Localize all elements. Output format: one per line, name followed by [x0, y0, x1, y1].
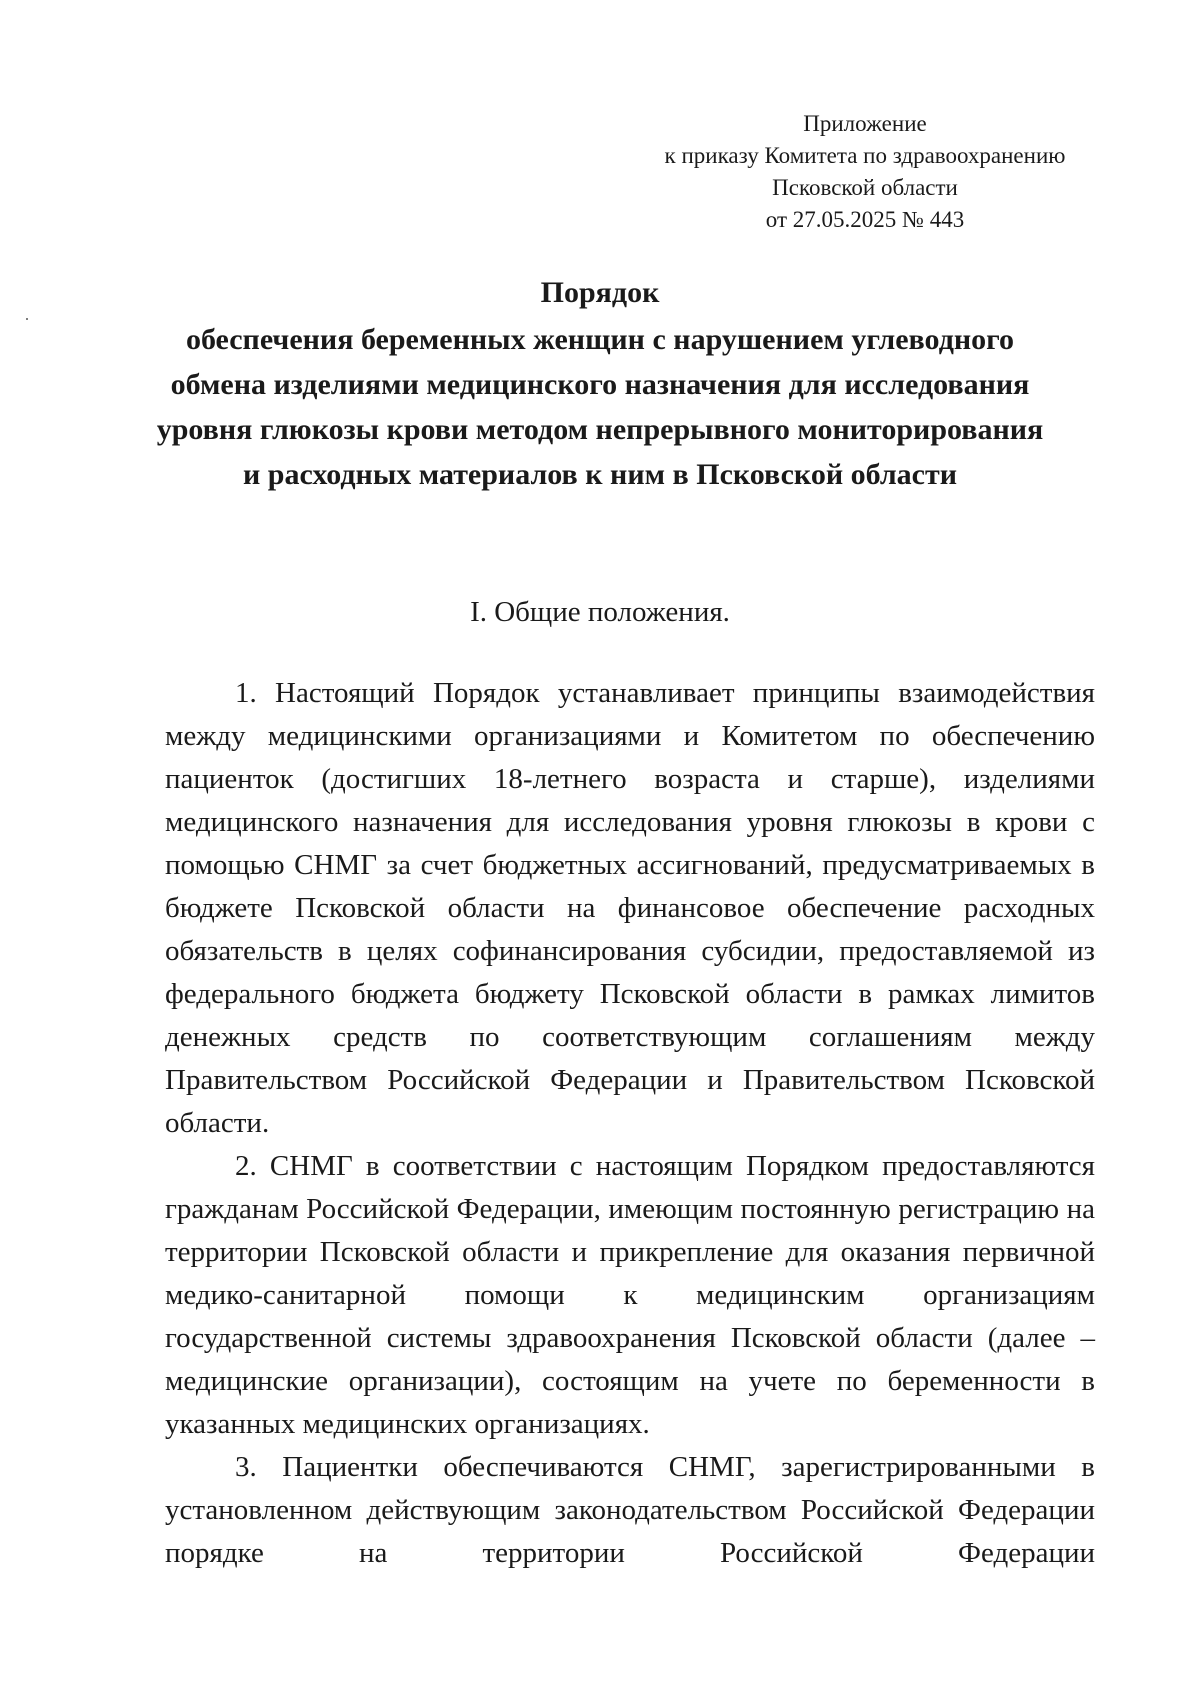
title-line: и расходных материалов к ним в Псковской области	[242, 458, 958, 491]
appendix-date-number: от 27.05.2025 № 443	[765, 207, 965, 232]
appendix-header	[630, 108, 1100, 236]
title-line: уровня глюкозы крови методом непрерывного мониторирования	[156, 413, 1044, 446]
document-body	[165, 672, 1095, 1575]
title-line: обмена изделиями медицинского назначения для исследования	[170, 368, 1030, 401]
paragraph-1: 1. Настоящий Порядок устанавливает принципы взаимодействия между медицинскими организациями и Комитетом по обеспечению пациенток (достигших 18-летнего возраста и старше), изделиями медицинского назначения для исследования уровня глюкозы в крови с помощью СНМГ за счет бюджетных ассигнований, предусматриваемых в бюджете Псковской области на финансовое обеспечение расходных обязательств в целях софинансирования субсидии, предоставляемой из федерального бюджета бюджету Псковской области в рамках лимитов денежных средств по соответствующим соглашениям между Правительством Российской Федерации и Правительством Псковской области.	[165, 677, 1095, 1139]
title-main: Порядок	[540, 276, 660, 309]
appendix-order-ref: к приказу Комитета по здравоохранению	[664, 143, 1066, 168]
appendix-label: Приложение	[803, 111, 927, 136]
paragraph-3: 3. Пациентки обеспечиваются СНМГ, зарегистрированными в установленном действующим законодательством Российской Федерации порядке на территории Российской Федерации	[165, 1451, 1095, 1569]
scan-artifact-dot	[26, 318, 28, 320]
title-line: обеспечения беременных женщин с нарушением углеводного	[185, 323, 1015, 356]
paragraph-2: 2. СНМГ в соответствии с настоящим Порядком предоставляются гражданам Российской Федерации, имеющим постоянную регистрацию на территории Псковской области и прикрепление для оказания первичной медико-санитарной помощи к медицинским организациям государственной системы здравоохранения Псковской области (далее – медицинские организации), состоящим на учете по беременности в указанных медицинских организациях.	[165, 1150, 1095, 1440]
appendix-region: Псковской области	[772, 175, 958, 200]
section-heading: I. Общие положения.	[470, 596, 730, 628]
document-title	[150, 270, 1050, 497]
